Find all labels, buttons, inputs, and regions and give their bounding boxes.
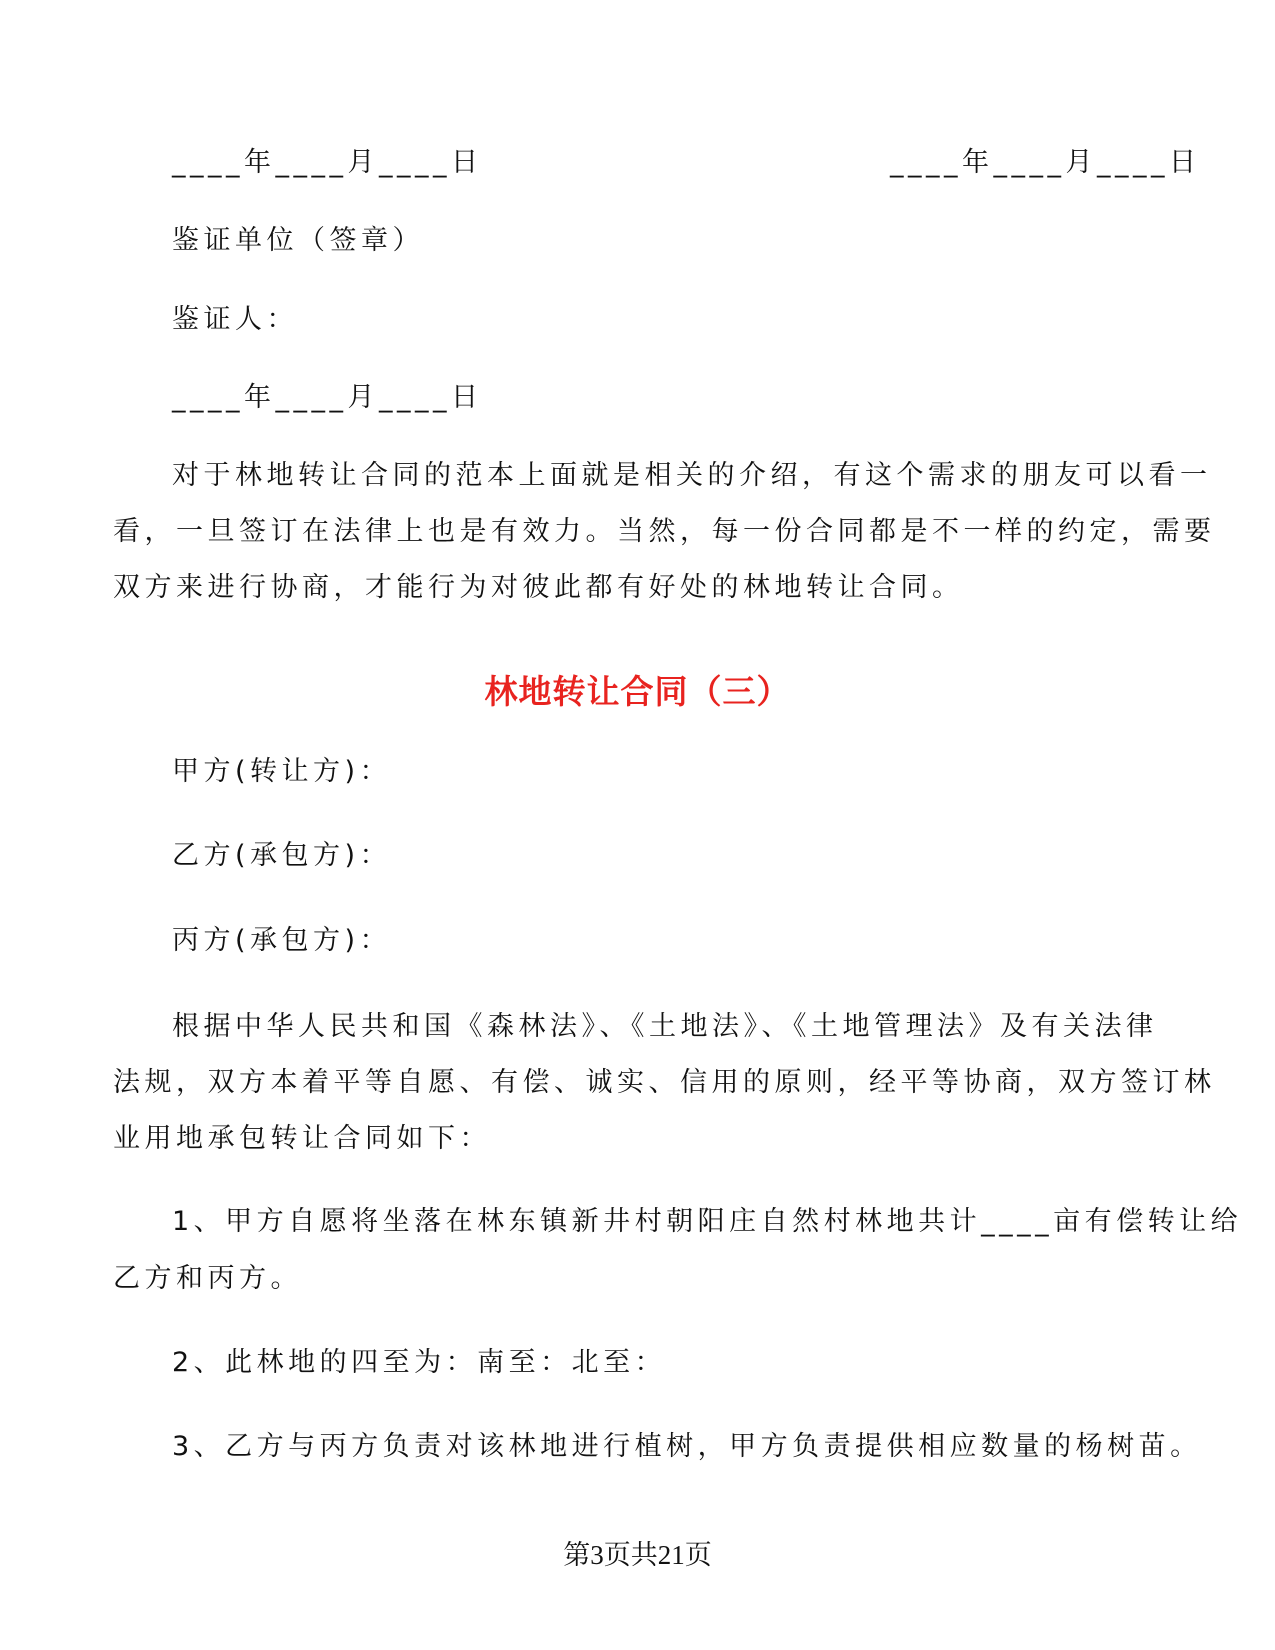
party-a-label: 甲方(转让方)：	[172, 756, 392, 787]
intro-line: 对于林地转让合同的范本上面就是相关的介绍，有这个需求的朋友可以看一	[172, 460, 1212, 491]
page-total: 21	[657, 1540, 685, 1570]
footer-middle: 页共	[603, 1540, 658, 1571]
page-number: 3	[590, 1540, 604, 1570]
intro-line: 看，一旦签订在法律上也是有效力。当然，每一份合同都是不一样的约定，需要	[113, 516, 1216, 547]
intro-line: 双方来进行协商，才能行为对彼此都有好处的林地转让合同。	[113, 572, 964, 603]
preamble-line: 法规，双方本着平等自愿、有偿、诚实、信用的原则，经平等协商，双方签订林	[113, 1067, 1216, 1098]
verify-date: ____年____月____日	[172, 382, 483, 413]
signature-date-right: ____年____月____日	[890, 147, 1201, 178]
section-title: 林地转让合同（三）	[484, 672, 791, 711]
clause-2: 2、此林地的四至为：南至：北至：	[172, 1347, 667, 1378]
signature-date-left: ____年____月____日	[172, 147, 483, 178]
page-footer	[0, 1538, 1275, 1573]
party-b-label: 乙方(承包方)：	[172, 840, 392, 871]
party-c-label: 丙方(承包方)：	[172, 925, 392, 956]
preamble-line: 业用地承包转让合同如下：	[113, 1123, 491, 1154]
verifier-label: 鉴证人：	[172, 304, 298, 335]
clause-3: 3、乙方与丙方负责对该林地进行植树，甲方负责提供相应数量的杨树苗。	[172, 1431, 1202, 1462]
footer-suffix: 页	[684, 1540, 712, 1571]
preamble-line: 根据中华人民共和国《森林法》、《土地法》、《土地管理法》及有关法律	[172, 1011, 1158, 1042]
verify-unit-label: 鉴证单位（签章）	[172, 225, 424, 256]
footer-prefix: 第	[563, 1540, 591, 1571]
clause-1-line: 乙方和丙方。	[113, 1263, 302, 1294]
clause-1-line: 1、甲方自愿将坐落在林东镇新井村朝阳庄自然村林地共计____亩有偿转让给	[172, 1206, 1243, 1237]
